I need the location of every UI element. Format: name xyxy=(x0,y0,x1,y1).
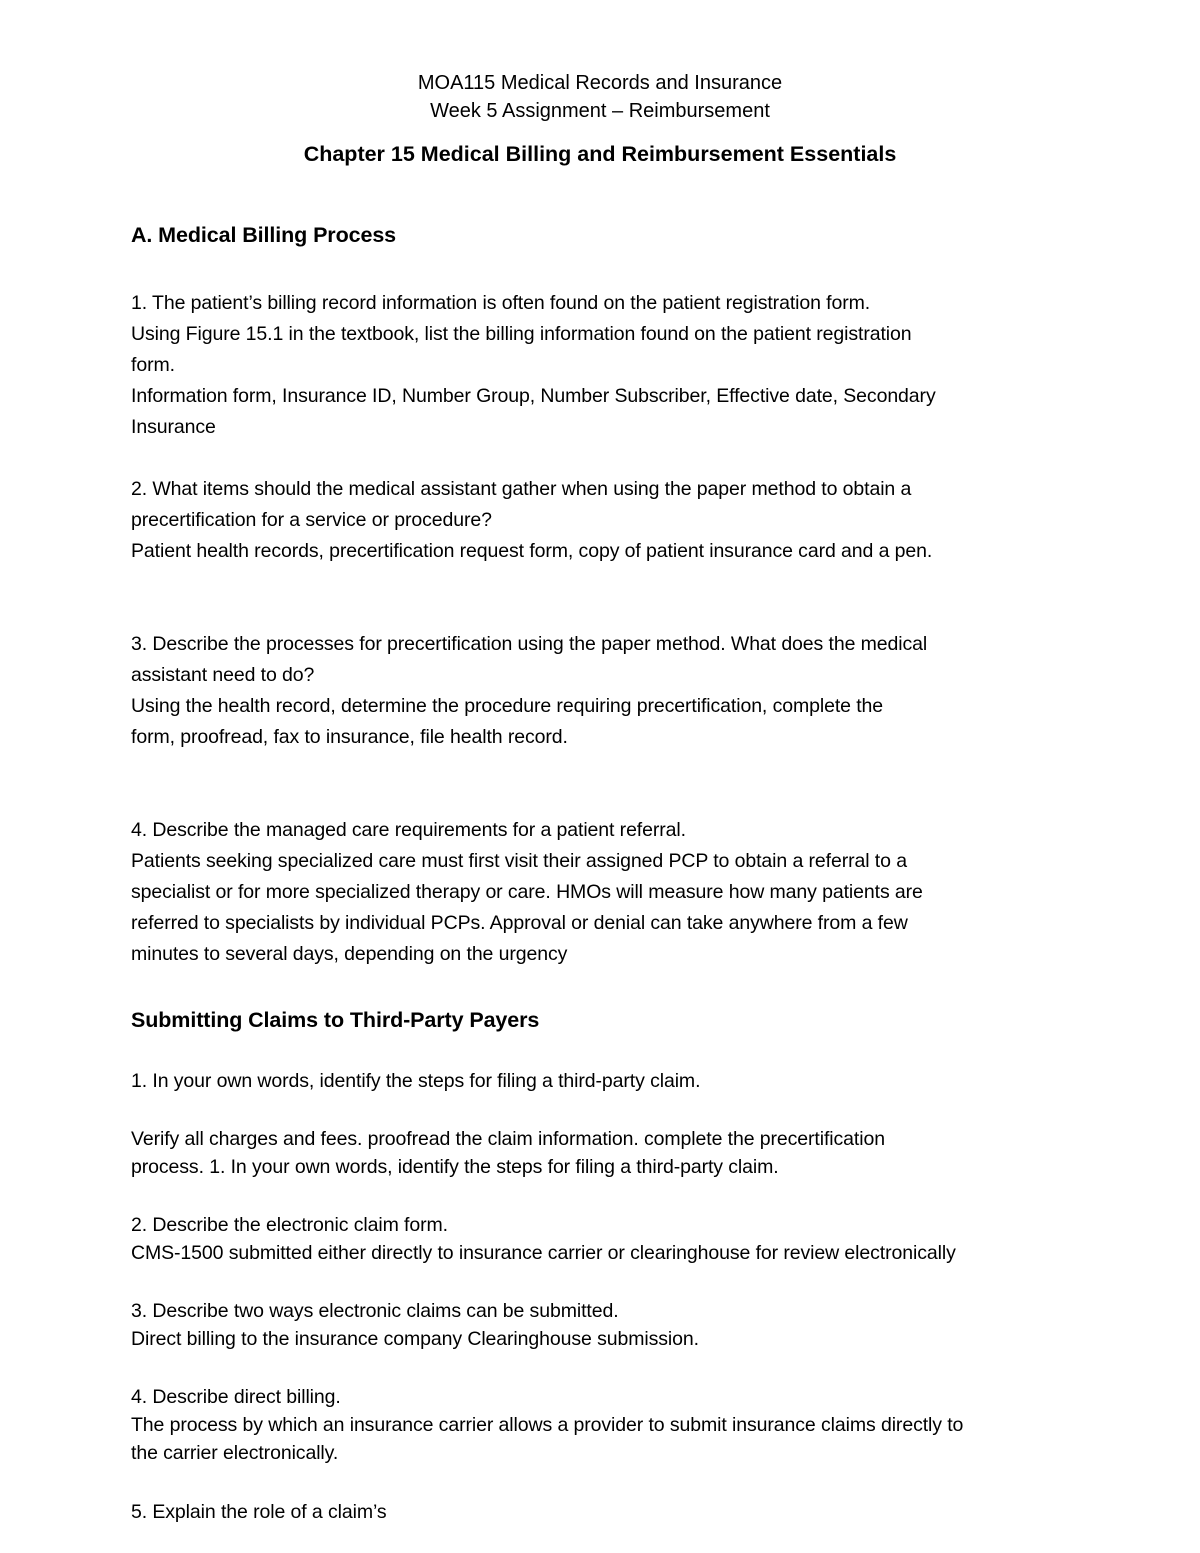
answer-line: Patient health records, precertification request form, copy of patient insurance card and a pen. xyxy=(131,540,933,562)
course-title: MOA115 Medical Records and Insurance xyxy=(417,72,783,94)
chapter-title: Chapter 15 Medical Billing and Reimbursement Essentials xyxy=(303,142,897,166)
question-line: 3. Describe two ways electronic claims can be submitted. xyxy=(131,1300,619,1322)
answer-line: CMS-1500 submitted either directly to insurance carrier or clearinghouse for review electronically xyxy=(131,1242,956,1264)
answer-line: Using the health record, determine the procedure requiring precertification, complete the xyxy=(131,695,884,717)
assignment-title: Week 5 Assignment – Reimbursement xyxy=(430,100,770,122)
answer-line: Verify all charges and fees. proofread the claim information. complete the precertification xyxy=(131,1128,885,1150)
question-line: 4. Describe the managed care requirements for a patient referral. xyxy=(131,819,686,841)
answer-line: the carrier electronically. xyxy=(131,1442,339,1464)
question-line: 2. What items should the medical assistant gather when using the paper method to obtain a xyxy=(131,478,912,500)
answer-line: specialist or for more specialized therapy or care. HMOs will measure how many patients are xyxy=(131,881,923,903)
question-line: 1. In your own words, identify the steps for filing a third-party claim. xyxy=(131,1070,701,1092)
answer-line: Direct billing to the insurance company Clearinghouse submission. xyxy=(131,1328,699,1350)
question-line: 5. Explain the role of a claim’s xyxy=(131,1501,387,1523)
answer-line: Insurance xyxy=(131,416,216,438)
question-line: Using Figure 15.1 in the textbook, list the billing information found on the patient registration xyxy=(131,323,912,345)
answer-line: The process by which an insurance carrier allows a provider to submit insurance claims directly to xyxy=(131,1414,964,1436)
question-line: assistant need to do? xyxy=(131,664,315,686)
question-line: 1. The patient’s billing record information is often found on the patient registration form. xyxy=(131,292,871,314)
answer-line: process. 1. In your own words, identify the steps for filing a third-party claim. xyxy=(131,1156,779,1178)
question-line: 3. Describe the processes for precertification using the paper method. What does the medical xyxy=(131,633,928,655)
answer-line: form, proofread, fax to insurance, file health record. xyxy=(131,726,568,748)
question-line: 2. Describe the electronic claim form. xyxy=(131,1214,448,1236)
answer-line: Information form, Insurance ID, Number Group, Number Subscriber, Effective date, Secondary xyxy=(131,385,936,407)
answer-line: minutes to several days, depending on the urgency xyxy=(131,943,568,965)
question-line: precertification for a service or procedure? xyxy=(131,509,492,531)
answer-line: Patients seeking specialized care must first visit their assigned PCP to obtain a referral to a xyxy=(131,850,907,872)
answer-line: referred to specialists by individual PCPs. Approval or denial can take anywhere from a few xyxy=(131,912,908,934)
question-line: form. xyxy=(131,354,175,376)
question-line: 4. Describe direct billing. xyxy=(131,1386,341,1408)
section-b-heading: Submitting Claims to Third-Party Payers xyxy=(131,1008,540,1032)
section-a-heading: A. Medical Billing Process xyxy=(131,223,397,247)
